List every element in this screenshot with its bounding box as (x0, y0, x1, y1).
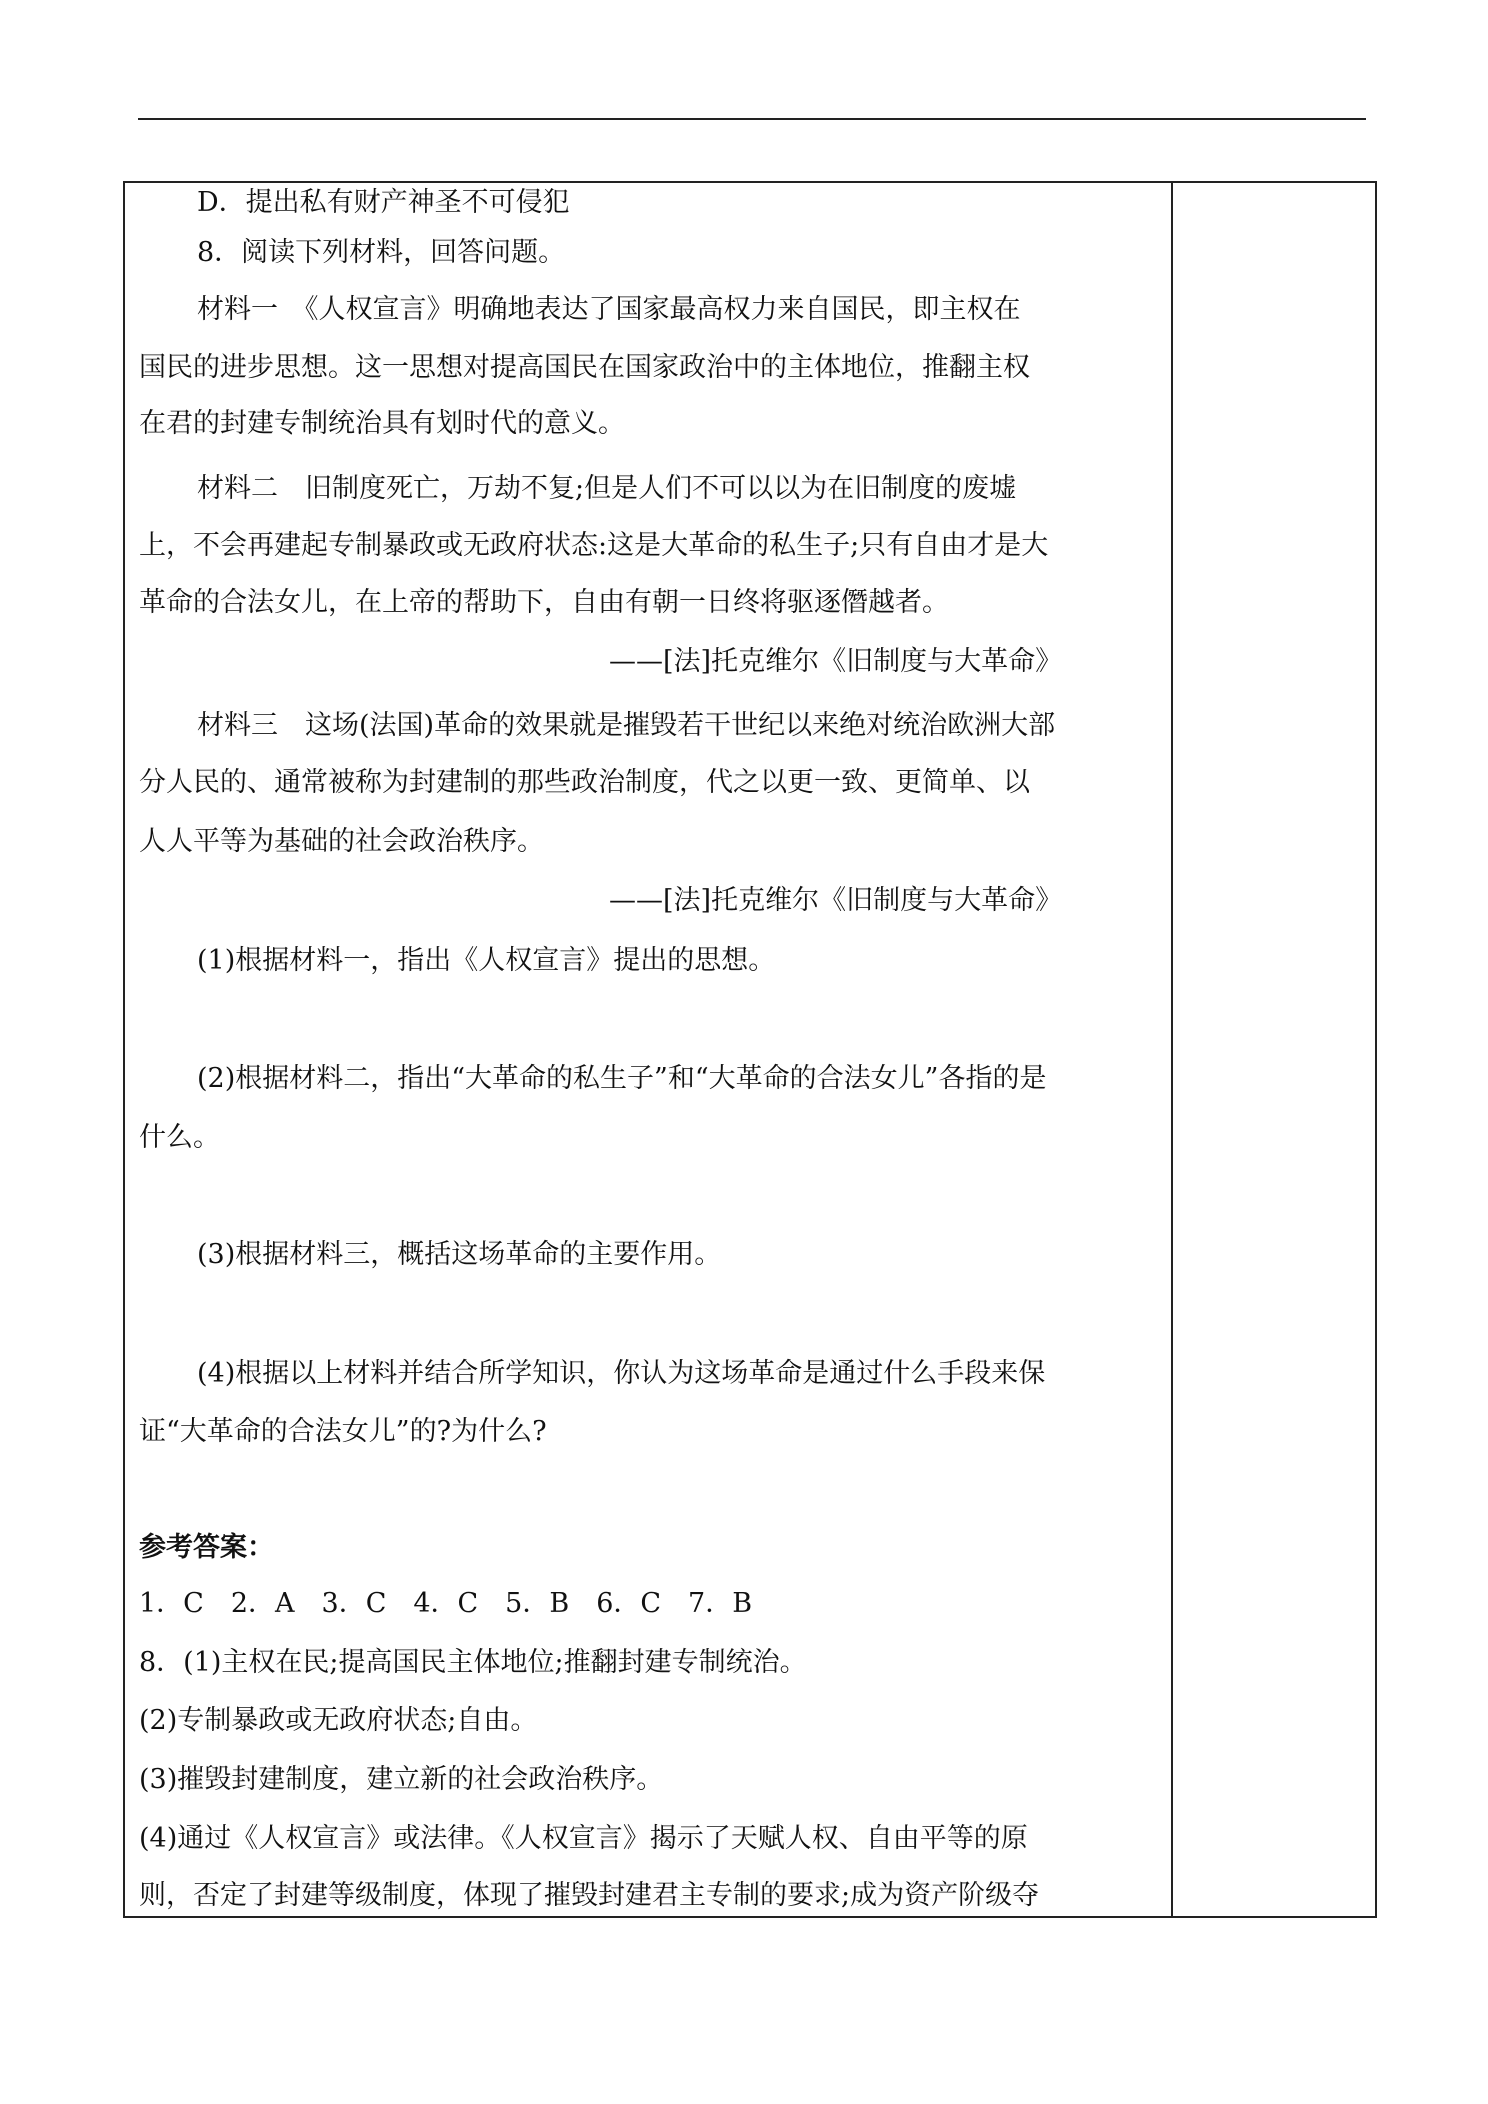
material-1-line: 在君的封建专制统治具有划时代的意义。 (139, 408, 625, 439)
material-3-line: 分人民的、通常被称为封建制的那些政治制度，代之以更一致、更简单、以 (139, 767, 1030, 798)
answer-8-4: 则，否定了封建等级制度，体现了摧毁封建君主专制的要求;成为资产阶级夺 (139, 1880, 1040, 1911)
sub-question-4: (4)根据以上材料并结合所学知识，你认为这场革命是通过什么手段来保 (197, 1358, 1046, 1389)
material-2-line: 上，不会再建起专制暴政或无政府状态:这是大革命的私生子;只有自由才是大 (139, 530, 1049, 561)
answer-8-1: 8．(1)主权在民;提高国民主体地位;推翻封建专制统治。 (139, 1647, 807, 1678)
worksheet-table (123, 181, 1377, 1918)
material-2-line: 材料二 旧制度死亡，万劫不复;但是人们不可以以为在旧制度的废墟 (197, 473, 1017, 504)
material-3-source: ——[法]托克维尔《旧制度与大革命》 (609, 885, 1063, 916)
option-d: D．提出私有财产神圣不可侵犯 (197, 187, 570, 218)
answer-8-4: (4)通过《人权宣言》或法律。《人权宣言》揭示了天赋人权、自由平等的原 (139, 1823, 1028, 1854)
answers-heading: 参考答案： (139, 1532, 274, 1563)
sub-question-2: (2)根据材料二，指出“大革命的私生子”和“大革命的合法女儿”各指的是 (197, 1063, 1047, 1094)
content-cell (125, 183, 1173, 1916)
sub-question-2: 什么。 (139, 1122, 220, 1153)
sub-question-4: 证“大革命的合法女儿”的?为什么? (139, 1416, 547, 1447)
answer-8-3: (3)摧毁封建制度，建立新的社会政治秩序。 (139, 1764, 664, 1795)
sub-question-1: (1)根据材料一，指出《人权宣言》提出的思想。 (197, 945, 776, 976)
material-2-source: ——[法]托克维尔《旧制度与大革命》 (609, 646, 1063, 677)
question-8-prompt: 8．阅读下列材料，回答问题。 (197, 237, 566, 268)
sub-question-3: (3)根据材料三，概括这场革命的主要作用。 (197, 1239, 722, 1270)
material-1-line: 国民的进步思想。这一思想对提高国民在国家政治中的主体地位，推翻主权 (139, 352, 1030, 383)
answer-8-2: (2)专制暴政或无政府状态;自由。 (139, 1705, 538, 1736)
material-2-line: 革命的合法女儿，在上帝的帮助下，自由有朝一日终将驱逐僭越者。 (139, 587, 949, 618)
choice-answers: 1．C 2．A 3．C 4．C 5．B 6．C 7．B (139, 1588, 753, 1619)
material-1-line: 材料一 《人权宣言》明确地表达了国家最高权力来自国民，即主权在 (197, 294, 1021, 325)
material-3-line: 材料三 这场(法国)革命的效果就是摧毁若干世纪以来绝对统治欧洲大部 (197, 710, 1056, 741)
notes-cell (1173, 183, 1375, 1916)
header-rule (138, 118, 1366, 120)
material-3-line: 人人平等为基础的社会政治秩序。 (139, 826, 544, 857)
